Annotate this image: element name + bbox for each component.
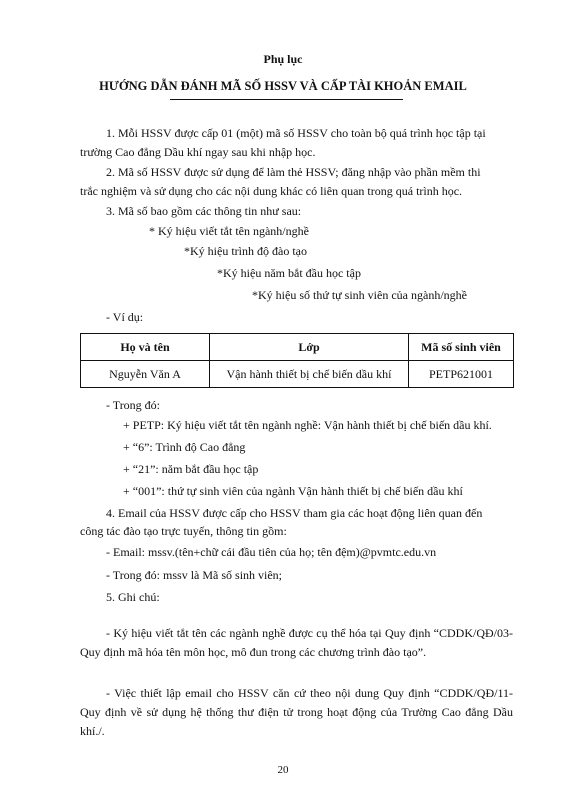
item-2-line-2: trắc nghiệm và sử dụng cho các nội dung khác có liên quan trong quá trình học. [80, 184, 463, 198]
title-underline [170, 99, 403, 100]
code-part-2: *Ký hiệu trình độ đào tạo [184, 244, 307, 258]
explain-bullet: + PETP: Ký hiệu viết tắt tên ngành nghề: Vận hành thiết bị chế biến dầu khí. [123, 418, 492, 432]
code-part-1: * Ký hiệu viết tắt tên ngành/nghề [149, 224, 309, 238]
code-part-3: *Ký hiệu năm bắt đầu học tập [217, 266, 361, 280]
item-1-line-1: 1. Mỗi HSSV được cấp 01 (một) mã số HSSV cho toàn bộ quá trình học tập tại [106, 126, 486, 140]
column-header-class: Lớp [210, 334, 409, 361]
item-3: 3. Mã số bao gồm các thông tin như sau: [106, 204, 302, 218]
explain-bullet: + “21”: năm bắt đầu học tập [123, 462, 259, 476]
code-part-4: *Ký hiệu số thứ tự sinh viên của ngành/nghề [252, 288, 467, 302]
email-format: - Email: mssv.(tên+chữ cái đầu tiên của họ; tên đệm)@pvmtc.edu.vn [106, 545, 437, 559]
item-4-line-1: 4. Email của HSSV được cấp cho HSSV tham gia các hoạt động liên quan đến [106, 506, 483, 520]
explain-bullet: + “001”: thứ tự sinh viên của ngành Vận hành thiết bị chế biến dầu khí [123, 484, 463, 498]
cell-class: Vận hành thiết bị chế biến dầu khí [210, 361, 409, 388]
email-where: - Trong đó: mssv là Mã số sinh viên; [106, 568, 283, 582]
example-label: - Ví dụ: [106, 310, 144, 324]
column-header-name: Họ và tên [81, 334, 210, 361]
cell-name: Nguyễn Văn A [81, 361, 210, 388]
notes-label: 5. Ghi chú: [106, 590, 160, 604]
note-1: - Ký hiệu viết tắt tên các ngành nghề được cụ thể hóa tại Quy định “CDDK/QĐ/03- Quy định mã hóa tên môn học, mô đun trong các chương trình đào tạo”. [80, 626, 513, 659]
column-header-student-id: Mã số sinh viên [409, 334, 514, 361]
example-table [80, 333, 514, 388]
item-4-line-2: công tác đào tạo trực tuyến, thông tin gồm: [80, 524, 287, 538]
page-title: HƯỚNG DẪN ĐÁNH MÃ SỐ HSSV VÀ CẤP TÀI KHOẢN EMAIL [99, 79, 467, 93]
note-2: - Việc thiết lập email cho HSSV căn cứ theo nội dung Quy định “CDDK/QĐ/11- Quy định về sử dụng hệ thống thư điện tử trong hoạt động của Trường Cao đẳng Dầu khí./. [80, 686, 513, 738]
explain-label: - Trong đó: [106, 398, 161, 412]
appendix-heading: Phụ lục [263, 52, 303, 66]
item-1-line-2: trường Cao đẳng Dầu khí ngay sau khi nhập học. [80, 145, 316, 159]
table-header-row [81, 334, 514, 361]
item-2-line-1: 2. Mã số HSSV được sử dụng để làm thẻ HSSV; đăng nhập vào phần mềm thi [106, 165, 481, 179]
cell-student-id: PETP621001 [409, 361, 514, 388]
table-row [81, 361, 514, 388]
page-number: 20 [277, 764, 289, 776]
explain-bullet: + “6”: Trình độ Cao đẳng [123, 440, 246, 454]
